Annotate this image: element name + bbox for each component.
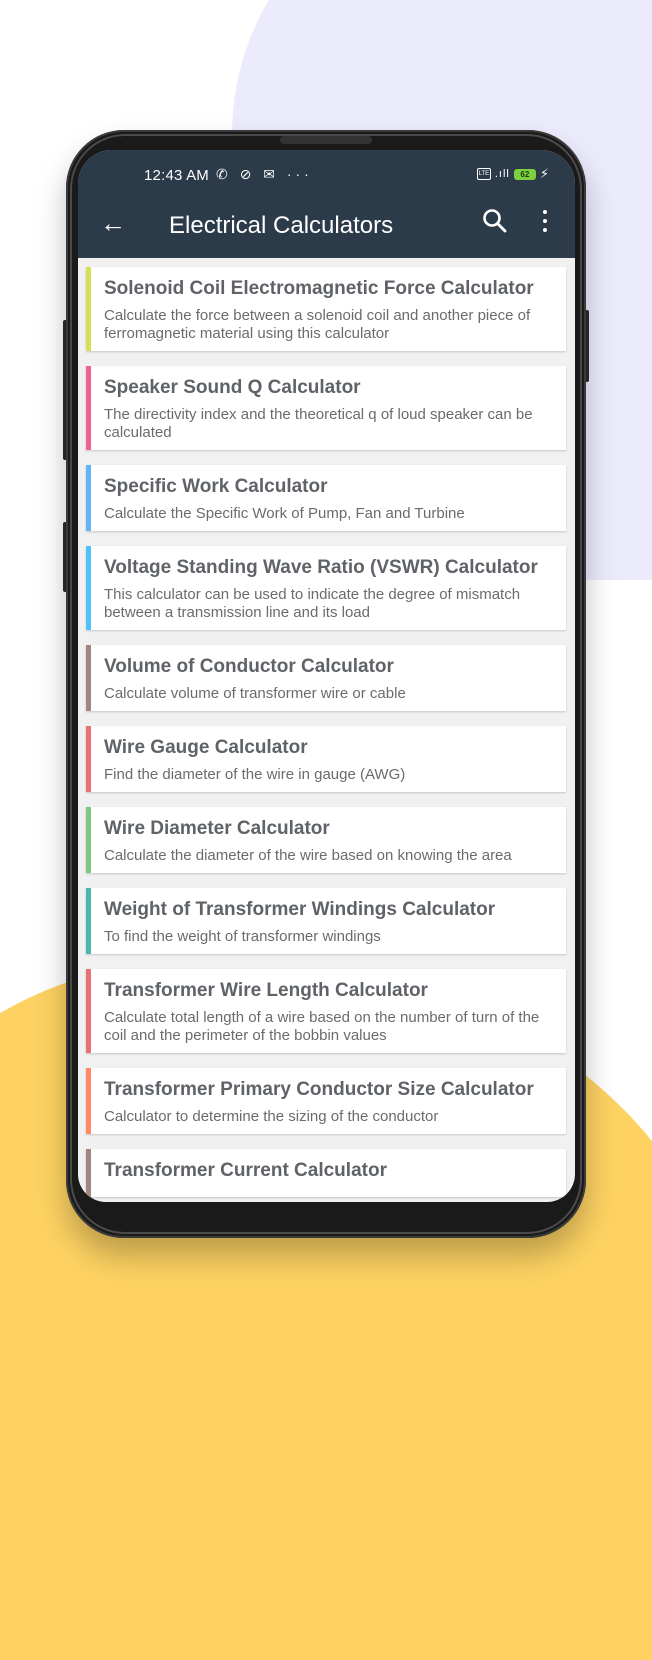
battery-icon: 62 bbox=[514, 169, 536, 180]
signal-icon: .ıll bbox=[494, 168, 510, 180]
card-description: Calculate the diameter of the wire based on knowing the area bbox=[104, 847, 512, 864]
search-icon[interactable] bbox=[480, 206, 510, 236]
card-title: Solenoid Coil Electromagnetic Force Calculator bbox=[104, 278, 534, 299]
card-description: Calculate the force between a solenoid coil and another piece of ferromagnetic material using this calculator bbox=[104, 307, 531, 342]
status-icons bbox=[477, 166, 549, 182]
card-description: Find the diameter of the wire in gauge (AWG) bbox=[104, 766, 406, 783]
card-accent-bar bbox=[86, 267, 91, 351]
card-title: Transformer Current Calculator bbox=[104, 1160, 387, 1181]
card-accent-bar bbox=[86, 888, 91, 954]
card-description: Calculate total length of a wire based on the number of turn of the coil and the perimeter of the bobbin values bbox=[104, 1009, 540, 1044]
calculator-card[interactable] bbox=[86, 546, 566, 630]
card-accent-bar bbox=[86, 969, 91, 1053]
calculator-card[interactable] bbox=[86, 726, 566, 792]
phone-screen bbox=[78, 150, 575, 1202]
card-accent-bar bbox=[86, 645, 91, 711]
calculator-card[interactable] bbox=[86, 645, 566, 711]
calculator-card[interactable] bbox=[86, 1149, 566, 1197]
card-accent-bar bbox=[86, 546, 91, 630]
card-accent-bar bbox=[86, 1068, 91, 1134]
arrow-left-icon[interactable]: ← bbox=[100, 208, 126, 238]
card-title: Wire Gauge Calculator bbox=[104, 737, 308, 758]
volte-icon: LTE bbox=[477, 168, 491, 180]
more-vert-icon[interactable] bbox=[540, 210, 550, 236]
card-title: Transformer Wire Length Calculator bbox=[104, 980, 428, 1001]
card-title: Wire Diameter Calculator bbox=[104, 818, 330, 839]
card-description: To find the weight of transformer windings bbox=[104, 928, 381, 945]
card-title: Voltage Standing Wave Ratio (VSWR) Calculator bbox=[104, 557, 538, 578]
calculator-card[interactable] bbox=[86, 888, 566, 954]
calculator-card[interactable] bbox=[86, 366, 566, 450]
calculator-card[interactable] bbox=[86, 969, 566, 1053]
card-title: Specific Work Calculator bbox=[104, 476, 328, 497]
calculator-card[interactable] bbox=[86, 1068, 566, 1134]
card-accent-bar bbox=[86, 1149, 91, 1197]
page-title: Electrical Calculators bbox=[169, 212, 394, 239]
card-accent-bar bbox=[86, 465, 91, 531]
charging-icon: ⚡ bbox=[539, 166, 549, 181]
card-title: Transformer Primary Conductor Size Calculator bbox=[104, 1079, 534, 1100]
card-description: This calculator can be used to indicate the degree of mismatch between a transmission line and its load bbox=[104, 586, 521, 621]
card-title: Speaker Sound Q Calculator bbox=[104, 377, 361, 398]
card-description: The directivity index and the theoretical q of loud speaker can be calculated bbox=[104, 406, 533, 441]
notification-icons: ✆ ⊘ ✉ ··· bbox=[216, 166, 313, 182]
card-description: Calculate volume of transformer wire or cable bbox=[104, 685, 406, 702]
phone-speaker bbox=[280, 136, 372, 144]
card-title: Volume of Conductor Calculator bbox=[104, 656, 394, 677]
calculator-card[interactable] bbox=[86, 807, 566, 873]
card-accent-bar bbox=[86, 366, 91, 450]
app-bar bbox=[78, 192, 575, 258]
calculator-list bbox=[86, 267, 566, 1202]
card-description: Calculator to determine the sizing of the conductor bbox=[104, 1108, 439, 1125]
card-accent-bar bbox=[86, 726, 91, 792]
card-title: Weight of Transformer Windings Calculator bbox=[104, 899, 496, 920]
card-description: Calculate the Specific Work of Pump, Fan and Turbine bbox=[104, 505, 465, 522]
status-time: 12:43 AM bbox=[144, 167, 209, 184]
calculator-card[interactable] bbox=[86, 465, 566, 531]
status-bar bbox=[78, 150, 575, 192]
calculator-card[interactable] bbox=[86, 267, 566, 351]
card-accent-bar bbox=[86, 807, 91, 873]
